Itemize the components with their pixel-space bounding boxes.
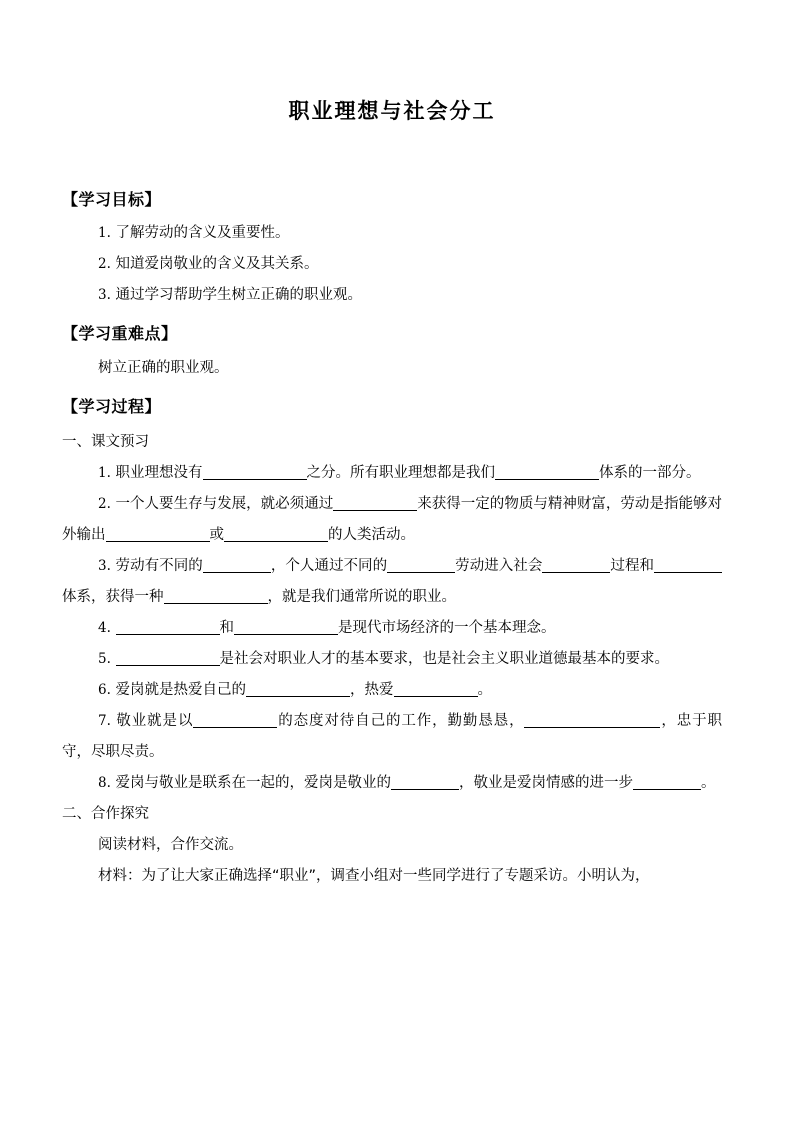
answer-blank[interactable]	[116, 619, 220, 635]
question-segment: 体系的一部分。	[599, 464, 701, 481]
answer-blank[interactable]	[246, 681, 350, 697]
objective-text: 通过学习帮助学生树立正确的职业观。	[115, 287, 362, 304]
question-segment: 。	[701, 774, 716, 791]
objective-number: 2.	[98, 256, 111, 273]
list-item	[62, 249, 722, 280]
activity-instruction: 阅读材料，合作交流。	[98, 836, 243, 853]
page-title: 职业理想与社会分工	[288, 99, 496, 123]
question-segment: 。	[477, 681, 492, 698]
question-8	[62, 768, 722, 799]
answer-blank[interactable]	[224, 526, 328, 542]
list-item	[62, 280, 722, 311]
question-segment: ，就是我们通常所说的职业。	[267, 588, 456, 605]
question-3	[62, 551, 722, 613]
answer-blank[interactable]	[391, 774, 459, 790]
answer-blank[interactable]	[164, 588, 268, 604]
answer-blank[interactable]	[333, 495, 417, 511]
question-segment: 过程和	[610, 557, 655, 574]
question-segment: ，忠于职守，尽职尽责。	[62, 712, 723, 760]
heading-key-difficulties: 【学习重难点】	[62, 324, 178, 344]
question-segment: 劳动有不同的	[115, 557, 203, 574]
question-number: 4.	[98, 619, 111, 636]
heading-learning-objectives: 【学习目标】	[62, 190, 162, 210]
question-segment: 或	[209, 526, 224, 543]
question-segment: ，敬业是爱岗情感的进一步	[459, 774, 633, 791]
question-segment: 劳动进入社会	[455, 557, 543, 574]
answer-blank[interactable]	[542, 557, 610, 573]
question-6	[62, 675, 722, 706]
question-segment: 的人类活动。	[328, 526, 415, 543]
question-number: 2.	[98, 495, 111, 512]
list-item	[62, 218, 722, 249]
question-2	[62, 489, 722, 551]
question-7	[62, 706, 722, 768]
question-segment: 和	[219, 619, 234, 636]
heading-learning-process: 【学习过程】	[62, 396, 162, 416]
question-segment: 是现代市场经济的一个基本理念。	[338, 619, 556, 636]
question-segment: 职业理想没有	[115, 464, 203, 481]
answer-blank[interactable]	[234, 619, 338, 635]
question-5	[62, 644, 722, 675]
question-number: 6.	[98, 681, 111, 698]
question-number: 7.	[98, 712, 111, 729]
question-segment: 敬业就是以	[116, 712, 194, 729]
question-segment: 爱岗与敬业是联系在一起的，爱岗是敬业的	[115, 774, 391, 791]
answer-blank[interactable]	[495, 464, 599, 480]
material-paragraph: 材料：为了让大家正确选择“职业”，调查小组对一些同学进行了专题采访。小明认为，	[98, 867, 650, 884]
question-segment: 之分。所有职业理想都是我们	[306, 464, 495, 481]
objective-number: 1.	[98, 225, 111, 242]
question-1	[62, 458, 722, 489]
objective-text: 知道爱岗敬业的含义及其关系。	[115, 256, 319, 273]
answer-blank[interactable]	[524, 712, 660, 728]
subheading-part-two: 二、合作探究	[62, 805, 149, 822]
answer-blank[interactable]	[203, 557, 271, 573]
answer-blank[interactable]	[654, 557, 722, 573]
question-number: 3.	[98, 557, 111, 574]
answer-blank[interactable]	[387, 557, 455, 573]
answer-blank[interactable]	[394, 681, 478, 697]
question-number: 1.	[98, 464, 111, 481]
answer-blank[interactable]	[633, 774, 701, 790]
question-number: 5.	[98, 650, 111, 667]
answer-blank[interactable]	[203, 464, 307, 480]
answer-blank[interactable]	[193, 712, 277, 728]
question-segment: ，个人通过不同的	[270, 557, 388, 574]
question-4	[62, 613, 722, 644]
answer-blank[interactable]	[106, 526, 210, 542]
subheading-part-one: 一、课文预习	[62, 433, 149, 450]
key-difficulties-text: 树立正确的职业观。	[98, 359, 229, 376]
answer-blank[interactable]	[116, 650, 220, 666]
objective-number: 3.	[98, 287, 111, 304]
question-segment: 一个人要生存与发展，就必须通过	[115, 495, 334, 512]
question-number: 8.	[98, 774, 111, 791]
question-segment: ，热爱	[350, 681, 394, 698]
question-segment: 是社会对职业人才的基本要求，也是社会主义职业道德最基本的要求。	[219, 650, 669, 667]
question-segment: 体系，获得一种	[62, 588, 164, 605]
learning-objectives-list	[62, 218, 722, 311]
question-segment: 爱岗就是热爱自己的	[115, 681, 246, 698]
objective-text: 了解劳动的含义及重要性。	[115, 225, 290, 242]
question-segment: 的态度对待自己的工作，勤勤恳恳，	[277, 712, 525, 729]
question-segment: 来获得一定的物质与精神财富，劳动是指能够对外输出	[62, 495, 723, 543]
